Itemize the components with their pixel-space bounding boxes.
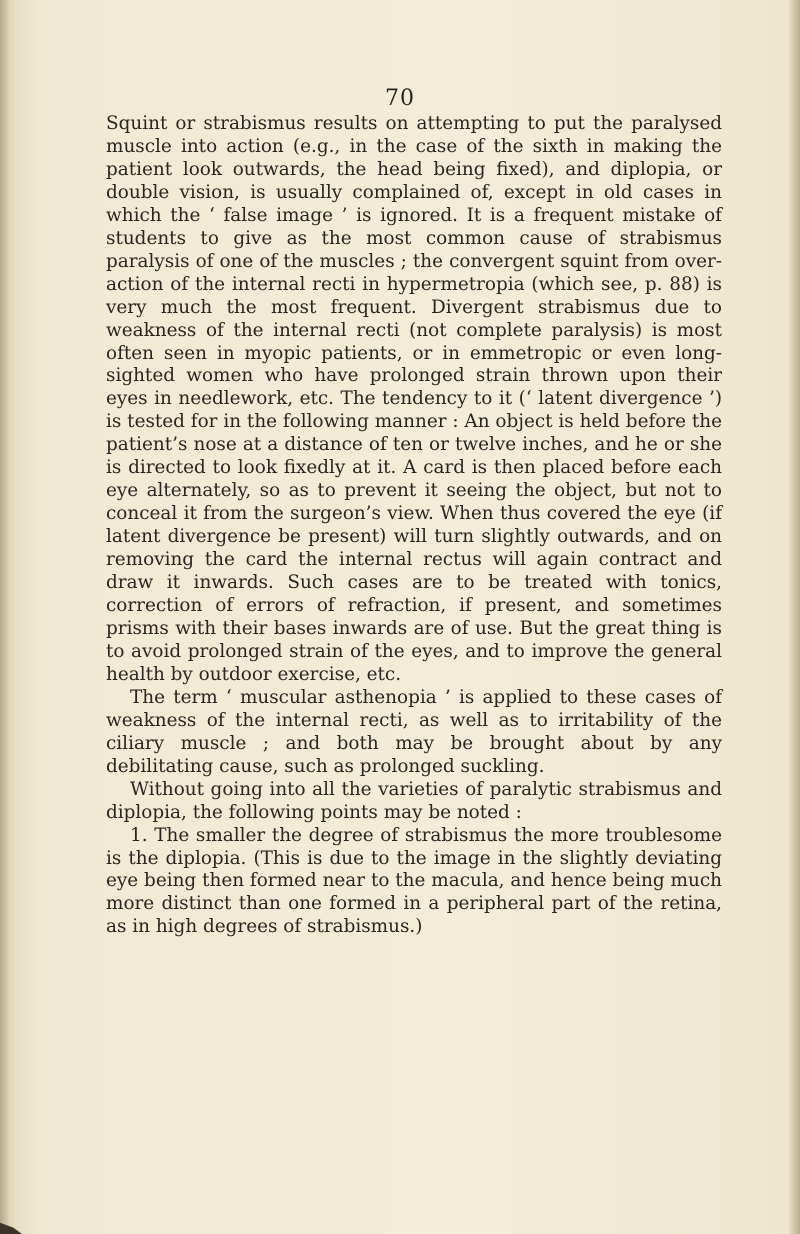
body-text: [106, 113, 722, 939]
list-item: 1. The smaller the degree of strabismus the more troublesome is the diplopia. (This is due to the image in the slightly deviating eye being then formed near to the macula, and hence being much more distinct than one formed in a peripheral part of the retina, as in high degrees of strabismus.): [106, 824, 722, 938]
page-number: 70: [385, 86, 415, 111]
paragraph-muscular-asthenopia: The term ‘ muscular asthenopia ’ is applied to these cases of weakness of the internal recti, as well as to irritability of the ciliary muscle ; and both may be brought about by any debilitating cause, such as prolonged suckling.: [106, 686, 722, 777]
paragraph-strabismus: Squint or strabismus results on attempting to put the paralysed muscle into action (e.g., in the case of the sixth in making the patient look outwards, the head being fixed), and diplopia, or double vision, is usually complained of, except in old cases in which the ‘ false image ’ is ignored. It is a frequent mistake of students to give as the most common cause of strabismus paralysis of one of the muscles ; the convergent squint from over-action of the internal recti in hypermetropia (which see, p. 88) is very much the most frequent. Divergent strabismus due to weakness of the internal recti (not complete paralysis) is most often seen in myopic patients, or in emmetropic or even long-sighted women who have prolonged strain thrown upon their eyes in needlework, etc. The tendency to it (‘ latent divergence ’) is tested for in the following manner : An object is held before the patient’s nose at a distance of ten or twelve inches, and he or she is directed to look fixedly at it. A card is then placed before each eye alternately, so as to prevent it seeing the object, but not to conceal it from the surgeon’s view. When thus covered the eye (if latent divergence be present) will turn slightly outwards, and on removing the card the internal rectus will again contract and draw it inwards. Such cases are to be treated with tonics, correction of errors of refraction, if present, and sometimes prisms with their bases inwards are of use. But the great thing is to avoid prolonged strain of the eyes, and to improve the general health by outdoor exercise, etc.: [106, 113, 722, 685]
page-gutter-shadow: [0, 0, 10, 1234]
page-edge-shadow: [788, 0, 800, 1234]
paragraph-varieties-intro: Without going into all the varieties of paralytic strabismus and diplopia, the following points may be noted :: [106, 778, 722, 823]
